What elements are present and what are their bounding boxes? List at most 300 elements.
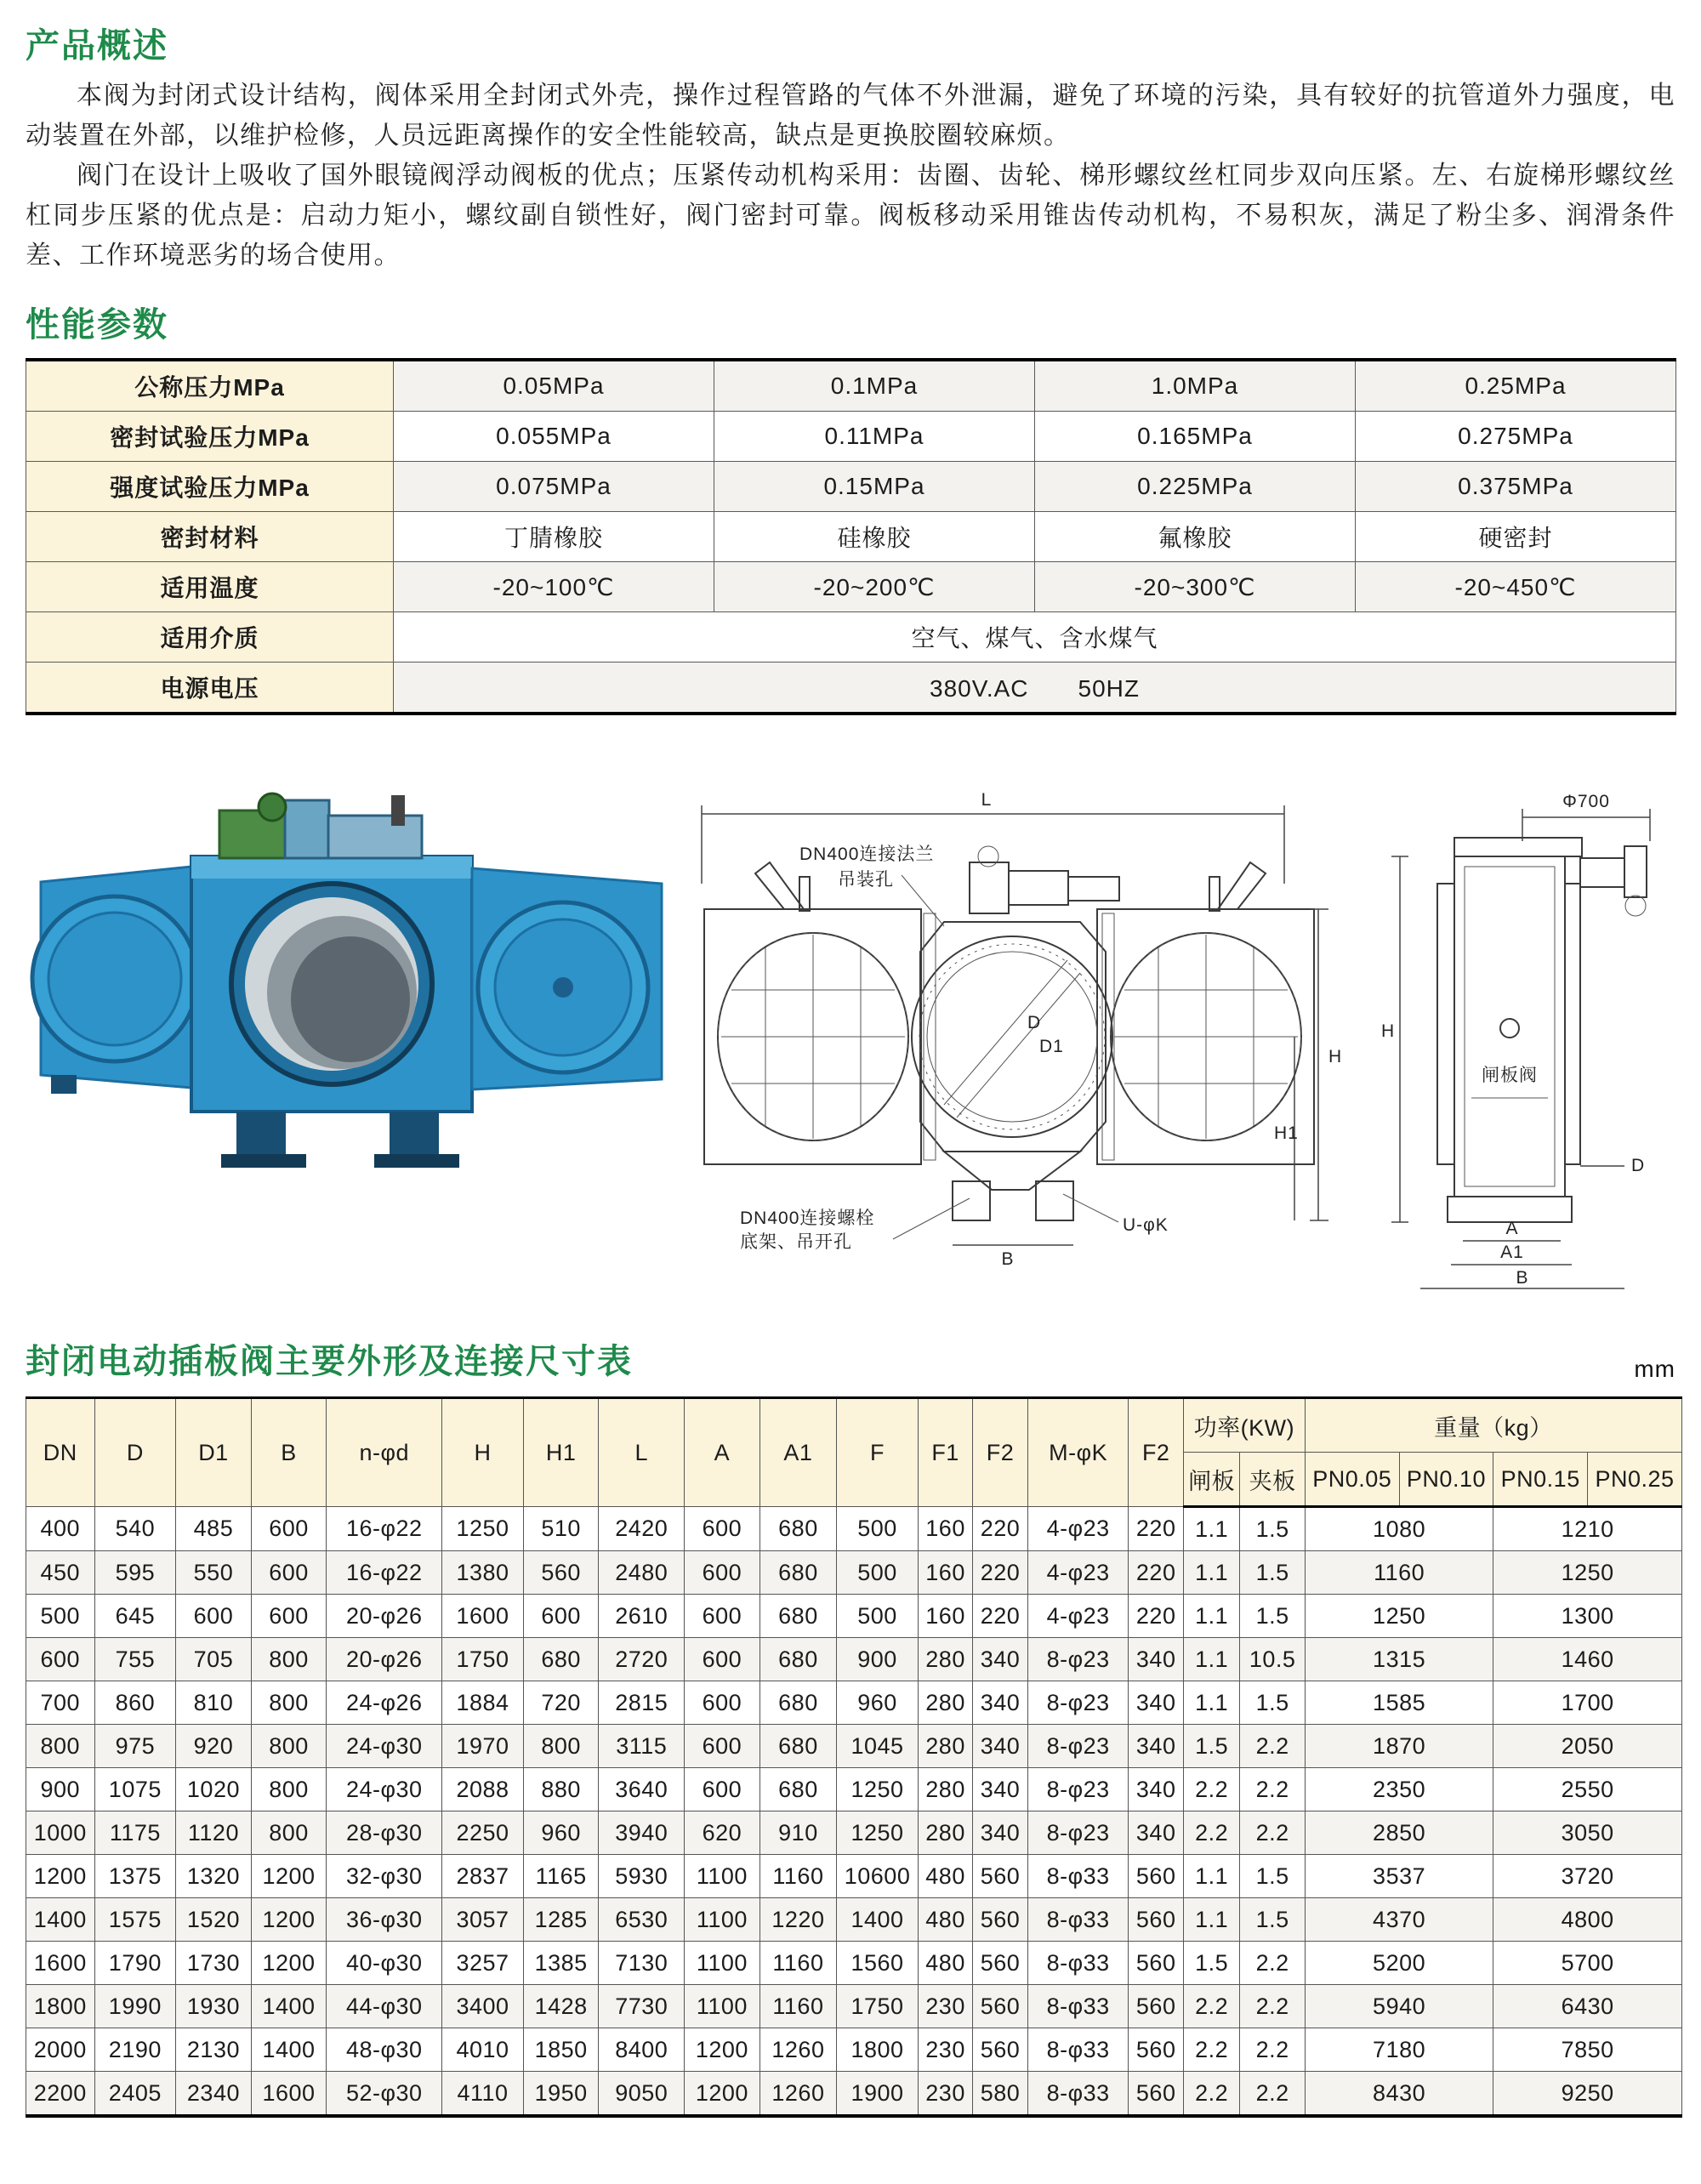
- table-cell: 560: [1129, 1855, 1183, 1898]
- table-cell: 600: [251, 1507, 327, 1551]
- table-cell: 1315: [1305, 1638, 1493, 1681]
- table-row: [26, 462, 1676, 512]
- table-cell: 24-φ30: [327, 1768, 442, 1811]
- table-cell: 220: [973, 1551, 1027, 1595]
- table-row: [26, 663, 1676, 714]
- table-cell: 600: [685, 1507, 760, 1551]
- table-cell: 8-φ33: [1027, 1855, 1129, 1898]
- table-row: [26, 360, 1676, 412]
- table-cell: 1320: [176, 1855, 252, 1898]
- table-cell: -20~300℃: [1035, 562, 1356, 612]
- overview-paragraph-1: 本阀为封闭式设计结构，阀体采用全封闭式外壳，操作过程管路的气体不外泄漏，避免了环境的污染，具有较好的抗管道外力强度，电动装置在外部，以维护检修，人员远距离操作的安全性能较高，缺点是更换胶圈较麻烦。: [26, 82, 1675, 150]
- table-cell: 硅橡胶: [714, 512, 1035, 562]
- table-cell: 1850: [523, 2028, 599, 2072]
- table-row: [26, 512, 1676, 562]
- table-cell: 0.055MPa: [394, 412, 714, 462]
- col-header-D: D: [94, 1398, 176, 1507]
- table-cell: 9250: [1493, 2072, 1682, 2117]
- table-cell: 560: [973, 1942, 1027, 1985]
- table-cell: 电源电压: [26, 663, 394, 714]
- table-cell: 1075: [94, 1768, 176, 1811]
- label-D: D: [1027, 1013, 1042, 1032]
- table-cell: 500: [26, 1595, 95, 1638]
- table-cell: 800: [251, 1681, 327, 1725]
- table-cell: 230: [918, 2072, 972, 2117]
- table-cell: 1.1: [1183, 1681, 1239, 1725]
- table-cell: 5930: [599, 1855, 685, 1898]
- table-cell: 1730: [176, 1942, 252, 1985]
- table-cell: 2.2: [1240, 1985, 1306, 2028]
- table-cell: 1285: [523, 1898, 599, 1942]
- table-cell: 755: [94, 1638, 176, 1681]
- table-cell: 560: [973, 2028, 1027, 2072]
- table-cell: 7180: [1305, 2028, 1493, 2072]
- front-view-graphic: [689, 782, 1361, 1300]
- table-cell: 丁腈橡胶: [394, 512, 714, 562]
- table-cell: 1.1: [1183, 1898, 1239, 1942]
- table-cell: 1260: [759, 2028, 837, 2072]
- table-cell: 3057: [442, 1898, 524, 1942]
- table-cell: 16-φ22: [327, 1507, 442, 1551]
- table-cell: 2350: [1305, 1768, 1493, 1811]
- table-cell: 4010: [442, 2028, 524, 2072]
- table-row: [26, 1638, 1682, 1681]
- table-cell: 1.5: [1240, 1507, 1306, 1551]
- col-group-power: 功率(KW): [1183, 1398, 1305, 1453]
- table-cell: 1.5: [1183, 1942, 1239, 1985]
- table-cell: 2420: [599, 1507, 685, 1551]
- table-cell: 3640: [599, 1768, 685, 1811]
- table-cell: 1.1: [1183, 1855, 1239, 1898]
- col-header-F2b: F2: [1129, 1398, 1183, 1507]
- table-cell: 500: [837, 1595, 919, 1638]
- table-cell: 340: [1129, 1725, 1183, 1768]
- side-dim-B-label: B: [1516, 1268, 1529, 1288]
- table-cell: 3050: [1493, 1811, 1682, 1855]
- side-dim-D-label: D: [1631, 1156, 1646, 1175]
- table-cell: 1250: [1493, 1551, 1682, 1595]
- table-cell: 适用介质: [26, 612, 394, 663]
- table-cell: 400: [26, 1507, 95, 1551]
- table-cell: 720: [523, 1681, 599, 1725]
- table-cell: 0.165MPa: [1035, 412, 1356, 462]
- table-cell: 8-φ23: [1027, 1768, 1129, 1811]
- table-cell: 1600: [251, 2072, 327, 2117]
- table-cell: 2550: [1493, 1768, 1682, 1811]
- table-cell: 4800: [1493, 1898, 1682, 1942]
- table-cell: 280: [918, 1811, 972, 1855]
- table-cell: 强度试验压力MPa: [26, 462, 394, 512]
- table-cell: 680: [759, 1507, 837, 1551]
- table-cell: 8-φ23: [1027, 1681, 1129, 1725]
- table-cell: 5200: [1305, 1942, 1493, 1985]
- table-cell: 1585: [1305, 1681, 1493, 1725]
- table-cell: 2.2: [1240, 1725, 1306, 1768]
- callout-uk-label: U-φK: [1123, 1215, 1169, 1235]
- table-cell: 52-φ30: [327, 2072, 442, 2117]
- table-cell: 1120: [176, 1811, 252, 1855]
- callout-top-line1: DN400连接法兰: [799, 845, 935, 864]
- table-cell: 2837: [442, 1855, 524, 1898]
- table-cell: 280: [918, 1681, 972, 1725]
- table-cell: 适用温度: [26, 562, 394, 612]
- table-row: [26, 1551, 1682, 1595]
- col-header-F2: F2: [973, 1398, 1027, 1507]
- table-cell: 560: [1129, 1942, 1183, 1985]
- col-header-pn025: PN0.25: [1588, 1453, 1682, 1507]
- table-cell: 1250: [837, 1811, 919, 1855]
- table-cell: 2088: [442, 1768, 524, 1811]
- table-cell: 16-φ22: [327, 1551, 442, 1595]
- table-cell: -20~200℃: [714, 562, 1035, 612]
- table-cell: 44-φ30: [327, 1985, 442, 2028]
- table-cell: 800: [251, 1725, 327, 1768]
- table-cell: 1.1: [1183, 1638, 1239, 1681]
- table-cell: 800: [26, 1725, 95, 1768]
- table-cell: 280: [918, 1638, 972, 1681]
- unit-label: mm: [1634, 1356, 1675, 1382]
- table-cell: 2.2: [1183, 2028, 1239, 2072]
- table-cell: 2200: [26, 2072, 95, 2117]
- table-cell: 1100: [685, 1942, 760, 1985]
- table-row: [26, 1681, 1682, 1725]
- col-group-weight: 重量（kg）: [1305, 1398, 1681, 1453]
- overview-paragraph-2: 阀门在设计上吸收了国外眼镜阀浮动阀板的优点；压紧传动机构采用：齿圈、齿轮、梯形螺纹丝杠同步双向压紧。左、右旋梯形螺纹丝杠同步压紧的优点是：启动力矩小，螺纹副自锁性好，阀门密封可靠。阀板移动采用锥齿传动机构，不易积灰，满足了粉尘多、润滑条件差、工作环境恶劣的场合使用。: [26, 162, 1675, 270]
- table-cell: 1560: [837, 1942, 919, 1985]
- table-cell: 36-φ30: [327, 1898, 442, 1942]
- callout-bottom-line2: 底架、吊开孔: [740, 1232, 852, 1252]
- table-cell: 900: [837, 1638, 919, 1681]
- table-cell: 600: [685, 1768, 760, 1811]
- table-cell: 1600: [442, 1595, 524, 1638]
- table-cell: 700: [26, 1681, 95, 1725]
- table-cell: 2405: [94, 2072, 176, 2117]
- valve-photo-graphic: [26, 782, 680, 1207]
- table-cell: 3537: [1305, 1855, 1493, 1898]
- table-cell: 48-φ30: [327, 2028, 442, 2072]
- table-cell: 1870: [1305, 1725, 1493, 1768]
- table-cell: 1100: [685, 1985, 760, 2028]
- col-header-A: A: [685, 1398, 760, 1507]
- table-cell: 9050: [599, 2072, 685, 2117]
- figure-strip: [26, 782, 1675, 1300]
- table-cell: 800: [523, 1725, 599, 1768]
- table-cell: 24-φ26: [327, 1681, 442, 1725]
- table-cell: 1250: [837, 1768, 919, 1811]
- table-cell: 600: [685, 1595, 760, 1638]
- callout-bottom-line1: DN400连接螺栓: [740, 1209, 875, 1228]
- table-cell: 485: [176, 1507, 252, 1551]
- table-cell: 1575: [94, 1898, 176, 1942]
- table-cell: 4-φ23: [1027, 1595, 1129, 1638]
- table-cell: 910: [759, 1811, 837, 1855]
- table-cell: 1200: [251, 1898, 327, 1942]
- table-cell: 810: [176, 1681, 252, 1725]
- performance-heading: 性能参数: [26, 306, 168, 344]
- table-cell: 硬密封: [1356, 512, 1676, 562]
- table-cell: 680: [759, 1681, 837, 1725]
- callout-top-line2: 吊装孔: [838, 870, 894, 890]
- table-cell: 1080: [1305, 1507, 1493, 1551]
- table-cell: 20-φ26: [327, 1595, 442, 1638]
- table-cell: 1400: [251, 2028, 327, 2072]
- table-cell: 2340: [176, 2072, 252, 2117]
- table-cell: 800: [251, 1638, 327, 1681]
- table-cell: 600: [685, 1638, 760, 1681]
- dimensions-table: [26, 1396, 1682, 2118]
- dims-table-heading: 封闭电动插板阀主要外形及连接尺寸表: [26, 1343, 633, 1380]
- table-cell: 480: [918, 1855, 972, 1898]
- table-cell: 600: [685, 1551, 760, 1595]
- table-cell: 1700: [1493, 1681, 1682, 1725]
- table-cell: 1884: [442, 1681, 524, 1725]
- col-header-gate-plate: 闸板: [1183, 1453, 1239, 1507]
- table-cell: 160: [918, 1551, 972, 1595]
- table-cell: 0.25MPa: [1356, 360, 1676, 412]
- table-cell: 2.2: [1183, 2072, 1239, 2117]
- table-cell: 4110: [442, 2072, 524, 2117]
- table-cell: 600: [176, 1595, 252, 1638]
- col-header-A1: A1: [759, 1398, 837, 1507]
- table-cell: 1460: [1493, 1638, 1682, 1681]
- table-cell: 7130: [599, 1942, 685, 1985]
- table-cell: 4-φ23: [1027, 1507, 1129, 1551]
- table-cell: 1160: [759, 1855, 837, 1898]
- table-cell: 645: [94, 1595, 176, 1638]
- table-cell: 空气、煤气、含水煤气: [394, 612, 1676, 663]
- table-cell: 340: [973, 1768, 1027, 1811]
- table-cell: 8-φ23: [1027, 1725, 1129, 1768]
- table-cell: 1600: [26, 1942, 95, 1985]
- table-row: [26, 1768, 1682, 1811]
- side-view-graphic: [1369, 782, 1675, 1300]
- table-cell: 1380: [442, 1551, 524, 1595]
- table-cell: 1990: [94, 1985, 176, 2028]
- table-row: [26, 612, 1676, 663]
- table-cell: 2.2: [1183, 1811, 1239, 1855]
- overview-heading: 产品概述: [26, 27, 168, 65]
- table-cell: 480: [918, 1898, 972, 1942]
- table-cell: 340: [973, 1681, 1027, 1725]
- table-cell: 2050: [1493, 1725, 1682, 1768]
- table-cell: 680: [759, 1595, 837, 1638]
- table-cell: 1200: [685, 2072, 760, 2117]
- table-row: [26, 1811, 1682, 1855]
- table-cell: 550: [176, 1551, 252, 1595]
- table-cell: 3720: [1493, 1855, 1682, 1898]
- table-cell: 3400: [442, 1985, 524, 2028]
- table-cell: 1.5: [1240, 1681, 1306, 1725]
- table-cell: 1200: [26, 1855, 95, 1898]
- table-cell: 340: [1129, 1638, 1183, 1681]
- table-cell: 8430: [1305, 2072, 1493, 2117]
- table-cell: 8-φ33: [1027, 2072, 1129, 2117]
- table-cell: 3940: [599, 1811, 685, 1855]
- col-header-pn010: PN0.10: [1399, 1453, 1493, 1507]
- table-cell: 8-φ33: [1027, 1942, 1129, 1985]
- col-header-B: B: [251, 1398, 327, 1507]
- table-cell: 340: [973, 1725, 1027, 1768]
- table-cell: 280: [918, 1725, 972, 1768]
- table-cell: 450: [26, 1551, 95, 1595]
- table-cell: 1160: [759, 1985, 837, 2028]
- table-cell: 560: [523, 1551, 599, 1595]
- table-cell: 0.075MPa: [394, 462, 714, 512]
- table-cell: 1300: [1493, 1595, 1682, 1638]
- table-cell: 1200: [685, 2028, 760, 2072]
- table-cell: 1.5: [1240, 1595, 1306, 1638]
- col-header-clamp-plate: 夹板: [1240, 1453, 1306, 1507]
- table-cell: 340: [973, 1638, 1027, 1681]
- table-cell: 2.2: [1183, 1985, 1239, 2028]
- table-cell: 1200: [251, 1855, 327, 1898]
- table-cell: 32-φ30: [327, 1855, 442, 1898]
- table-cell: 1000: [26, 1811, 95, 1855]
- table-cell: 0.11MPa: [714, 412, 1035, 462]
- table-cell: 680: [759, 1768, 837, 1811]
- dim-phi700-label: Φ700: [1562, 792, 1610, 811]
- table-cell: 1800: [26, 1985, 95, 2028]
- table-cell: 6530: [599, 1898, 685, 1942]
- table-cell: 560: [973, 1898, 1027, 1942]
- table-cell: 560: [1129, 1985, 1183, 2028]
- table-cell: 220: [973, 1595, 1027, 1638]
- front-view-drawing: [689, 782, 1361, 1305]
- performance-table-body: [26, 360, 1676, 714]
- table-cell: 2720: [599, 1638, 685, 1681]
- table-cell: 600: [251, 1595, 327, 1638]
- table-row: [26, 2028, 1682, 2072]
- table-cell: 2.2: [1240, 1768, 1306, 1811]
- col-header-pn005: PN0.05: [1305, 1453, 1399, 1507]
- table-cell: 340: [1129, 1681, 1183, 1725]
- dim-H-label: H: [1328, 1047, 1343, 1066]
- table-cell: 1400: [251, 1985, 327, 2028]
- table-cell: 160: [918, 1507, 972, 1551]
- table-cell: 500: [837, 1507, 919, 1551]
- table-cell: 2610: [599, 1595, 685, 1638]
- table-cell: 1045: [837, 1725, 919, 1768]
- table-cell: 1900: [837, 2072, 919, 2117]
- table-cell: 600: [523, 1595, 599, 1638]
- table-cell: 220: [1129, 1595, 1183, 1638]
- table-cell: 20-φ26: [327, 1638, 442, 1681]
- table-cell: 氟橡胶: [1035, 512, 1356, 562]
- table-cell: 480: [918, 1942, 972, 1985]
- product-photo: [26, 782, 680, 1211]
- side-center-label: 闸板阀: [1482, 1066, 1538, 1085]
- table-cell: 1.1: [1183, 1507, 1239, 1551]
- col-header-n-d: n-φd: [327, 1398, 442, 1507]
- table-cell: 560: [1129, 1898, 1183, 1942]
- table-cell: 2850: [1305, 1811, 1493, 1855]
- table-cell: 560: [1129, 2028, 1183, 2072]
- table-cell: 0.375MPa: [1356, 462, 1676, 512]
- table-cell: 0.15MPa: [714, 462, 1035, 512]
- table-row: [26, 2072, 1682, 2117]
- table-cell: 800: [251, 1811, 327, 1855]
- side-dim-H-label: H: [1381, 1021, 1396, 1041]
- col-header-M-K: M-φK: [1027, 1398, 1129, 1507]
- table-cell: 1375: [94, 1855, 176, 1898]
- table-row: [26, 1898, 1682, 1942]
- table-cell: 5940: [1305, 1985, 1493, 2028]
- table-cell: 8-φ23: [1027, 1638, 1129, 1681]
- side-dim-A-label: A: [1505, 1219, 1519, 1238]
- table-cell: 2.2: [1240, 2072, 1306, 2117]
- table-cell: 2250: [442, 1811, 524, 1855]
- table-cell: 975: [94, 1725, 176, 1768]
- table-cell: 密封材料: [26, 512, 394, 562]
- table-row: [26, 562, 1676, 612]
- table-cell: 28-φ30: [327, 1811, 442, 1855]
- table-cell: 4-φ23: [1027, 1551, 1129, 1595]
- table-row: [26, 1507, 1682, 1551]
- table-cell: 595: [94, 1551, 176, 1595]
- table-cell: 340: [1129, 1811, 1183, 1855]
- table-cell: 1250: [1305, 1595, 1493, 1638]
- table-cell: 10600: [837, 1855, 919, 1898]
- table-cell: 680: [759, 1725, 837, 1768]
- table-cell: 2.2: [1240, 1811, 1306, 1855]
- dimensions-table-header: [26, 1398, 1682, 1507]
- col-header-L: L: [599, 1398, 685, 1507]
- table-cell: 1750: [442, 1638, 524, 1681]
- table-cell: 1428: [523, 1985, 599, 2028]
- col-header-D1: D1: [176, 1398, 252, 1507]
- table-cell: 3257: [442, 1942, 524, 1985]
- table-cell: 1930: [176, 1985, 252, 2028]
- table-cell: 密封试验压力MPa: [26, 412, 394, 462]
- table-row: [26, 1942, 1682, 1985]
- table-cell: 220: [1129, 1507, 1183, 1551]
- table-cell: 2190: [94, 2028, 176, 2072]
- table-cell: 2480: [599, 1551, 685, 1595]
- table-cell: 1020: [176, 1768, 252, 1811]
- table-cell: 960: [523, 1811, 599, 1855]
- table-cell: 2.2: [1240, 1942, 1306, 1985]
- table-cell: -20~450℃: [1356, 562, 1676, 612]
- table-cell: 1175: [94, 1811, 176, 1855]
- table-cell: 920: [176, 1725, 252, 1768]
- table-cell: 600: [685, 1681, 760, 1725]
- table-cell: 880: [523, 1768, 599, 1811]
- table-cell: 510: [523, 1507, 599, 1551]
- table-cell: 1970: [442, 1725, 524, 1768]
- table-cell: 1100: [685, 1855, 760, 1898]
- table-cell: 560: [973, 1985, 1027, 2028]
- label-D1: D1: [1039, 1037, 1064, 1056]
- table-row: [26, 1595, 1682, 1638]
- table-cell: 600: [26, 1638, 95, 1681]
- table-cell: 0.05MPa: [394, 360, 714, 412]
- table-cell: 230: [918, 2028, 972, 2072]
- table-cell: 580: [973, 2072, 1027, 2117]
- table-cell: 4370: [1305, 1898, 1493, 1942]
- table-cell: 8-φ33: [1027, 1898, 1129, 1942]
- table-cell: 6430: [1493, 1985, 1682, 2028]
- table-cell: 7730: [599, 1985, 685, 2028]
- table-cell: 1210: [1493, 1507, 1682, 1551]
- table-cell: 1790: [94, 1942, 176, 1985]
- table-cell: 560: [973, 1855, 1027, 1898]
- table-cell: 0.1MPa: [714, 360, 1035, 412]
- table-cell: 960: [837, 1681, 919, 1725]
- table-cell: 1.1: [1183, 1551, 1239, 1595]
- table-cell: 1260: [759, 2072, 837, 2117]
- table-cell: 1160: [759, 1942, 837, 1985]
- table-cell: 1400: [837, 1898, 919, 1942]
